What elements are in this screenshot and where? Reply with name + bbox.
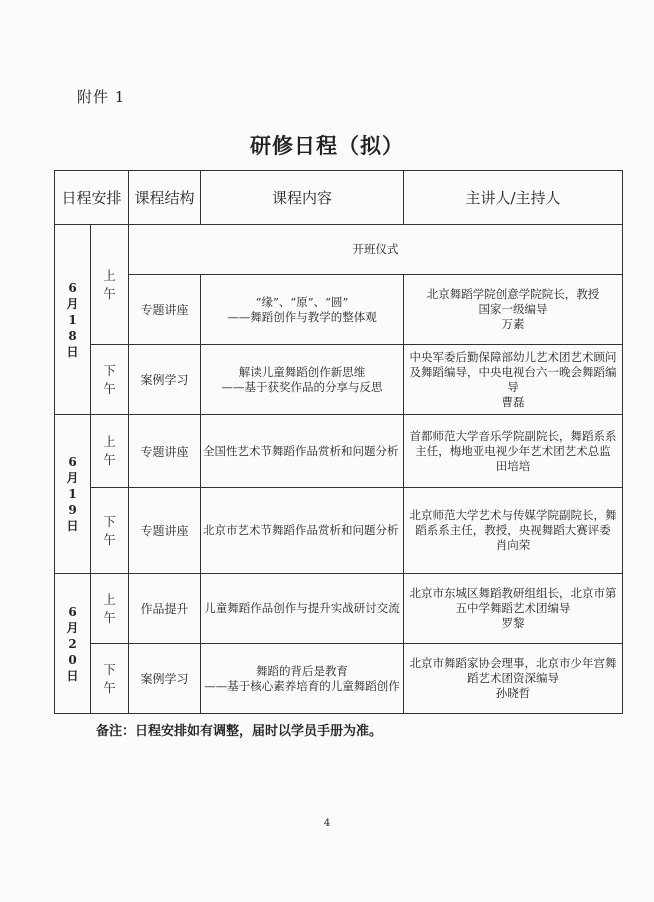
header-speaker: 主讲人/主持人 xyxy=(404,171,623,225)
page-title: 研修日程（拟） xyxy=(250,134,404,158)
speaker-cell: 北京市舞蹈家协会理事，北京市少年宫舞蹈艺术团资深编导 孙晓哲 xyxy=(404,644,623,714)
half-day-cell: 上午 xyxy=(91,574,129,644)
schedule-table xyxy=(54,170,623,714)
structure-cell: 专题讲座 xyxy=(129,275,201,345)
half-day-cell: 上午 xyxy=(91,225,129,345)
structure-cell: 专题讲座 xyxy=(129,415,201,488)
header-structure: 课程结构 xyxy=(129,171,201,225)
date-cell: 6月18日 xyxy=(55,225,91,415)
speaker-cell: 首都师范大学音乐学院副院长，舞蹈系系主任，梅地亚电视少年艺术团艺术总监 田培培 xyxy=(404,415,623,488)
attachment-label: 附件 1 xyxy=(77,88,126,106)
content-cell: 儿童舞蹈作品创作与提升实战研讨交流 xyxy=(201,574,404,644)
half-day-cell: 下午 xyxy=(91,345,129,415)
table-row xyxy=(55,488,623,574)
table-row xyxy=(55,275,623,345)
content-cell: 解读儿童舞蹈创作新思维 ——基于获奖作品的分享与反思 xyxy=(201,345,404,415)
half-day-cell: 上午 xyxy=(91,415,129,488)
table-row xyxy=(55,415,623,488)
speaker-cell: 北京舞蹈学院创意学院院长，教授 国家一级编导 万素 xyxy=(404,275,623,345)
header-content: 课程内容 xyxy=(201,171,404,225)
structure-cell: 专题讲座 xyxy=(129,488,201,574)
table-row xyxy=(55,345,623,415)
content-cell: 全国性艺术节舞蹈作品赏析和问题分析 xyxy=(201,415,404,488)
structure-cell: 作品提升 xyxy=(129,574,201,644)
date-cell: 6月19日 xyxy=(55,415,91,574)
structure-cell: 案例学习 xyxy=(129,345,201,415)
header-row xyxy=(55,171,623,225)
content-cell: 北京市艺术节舞蹈作品赏析和问题分析 xyxy=(201,488,404,574)
structure-cell: 案例学习 xyxy=(129,644,201,714)
table-row xyxy=(55,225,623,275)
opening-ceremony: 开班仪式 xyxy=(129,225,623,275)
content-cell: “缘”、“原”、“圆” ——舞蹈创作与教学的整体观 xyxy=(201,275,404,345)
table-row xyxy=(55,574,623,644)
date-cell: 6月20日 xyxy=(55,574,91,714)
half-day-cell: 下午 xyxy=(91,488,129,574)
table-row xyxy=(55,644,623,714)
speaker-cell: 北京师范大学艺术与传媒学院副院长，舞蹈系系主任，教授，央视舞蹈大赛评委 肖向荣 xyxy=(404,488,623,574)
content-cell: 舞蹈的背后是教育 ——基于核心素养培育的儿童舞蹈创作 xyxy=(201,644,404,714)
speaker-cell: 北京市东城区舞蹈教研组组长，北京市第五中学舞蹈艺术团编导 罗黎 xyxy=(404,574,623,644)
footnote: 备注：日程安排如有调整，届时以学员手册为准。 xyxy=(96,724,383,739)
speaker-cell: 中央军委后勤保障部幼儿艺术团艺术顾问及舞蹈编导，中央电视台六一晚会舞蹈编导 曹磊 xyxy=(404,345,623,415)
half-day-cell: 下午 xyxy=(91,644,129,714)
header-schedule: 日程安排 xyxy=(55,171,129,225)
page-number: 4 xyxy=(323,818,331,829)
